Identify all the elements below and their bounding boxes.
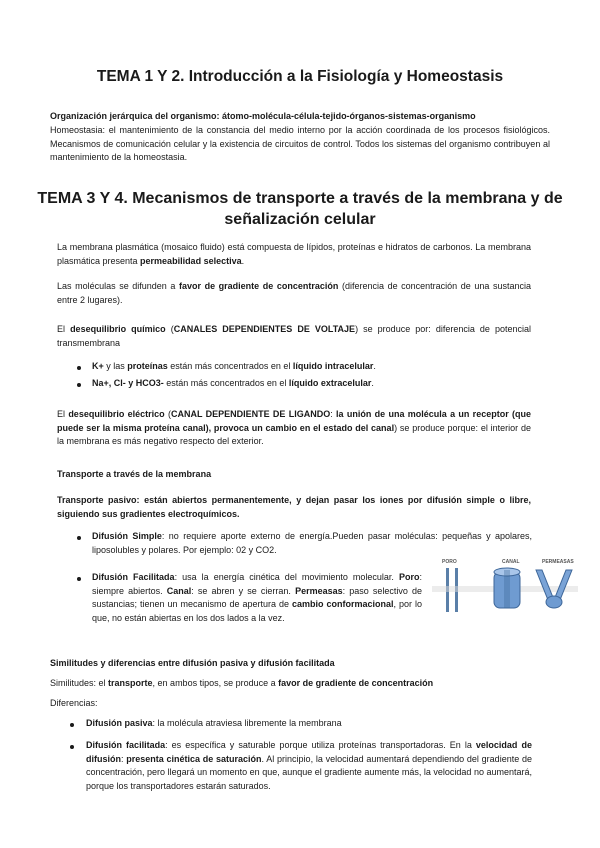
diagram-label-permeasas: PERMEASAS	[542, 559, 574, 565]
de-bold2: CANAL DEPENDIENTE DE LIGANDO	[170, 409, 331, 419]
homeostasia-paragraph: Homeostasia: el mantenimiento de la constancia del medio interno por la acción coordinada de los procesos fisiológicos. Mecanismos de comunicación celular y la existencia de circuitos de control. Todos los sistemas del organismo contribuyen al mantenimiento de la homeostasia.	[50, 125, 550, 162]
moleculas-paragraph	[57, 280, 531, 307]
ds-text: : no requiere aporte externo de energía.Pueden pasar moléculas: pequeñas y apolares, liposolubles y polares. Por ejemplo: 02 y CO2.	[92, 531, 532, 555]
tema-3-4-title-line2: señalización celular	[224, 211, 376, 228]
df-bold1: Difusión Facilitada	[92, 572, 175, 582]
ion-t3: .	[373, 361, 376, 371]
diff-pasiva-item	[86, 717, 532, 731]
channel-icon	[494, 568, 520, 608]
sim-text: Similitudes: el	[50, 678, 109, 688]
dq-mid: (	[165, 324, 174, 334]
tema-3-4-title	[20, 188, 580, 230]
ion-t2: .	[371, 378, 374, 388]
dfac-bold3: presenta cinética de saturación	[126, 753, 262, 764]
dfac-t1: : es específica y saturable porque utiliza proteínas transportadoras. En la	[165, 740, 476, 750]
bullet-dot	[70, 745, 74, 749]
permeabilidad-bold: permeabilidad selectiva	[140, 255, 242, 266]
bullet-dot	[70, 723, 74, 727]
transporte-pasivo-paragraph: Transporte pasivo: están abiertos permanentemente, y dejan pasar los iones por difusión simple o libre, siguiendo sus gradientes electroquímicos.	[57, 495, 531, 519]
ion-t1: y las	[103, 361, 128, 371]
de-mid: (	[164, 409, 171, 419]
de-bold1: desequilibrio eléctrico	[68, 409, 165, 419]
membrana-paragraph	[57, 241, 531, 268]
sim-bold2: favor de gradiente de concentración	[278, 678, 434, 688]
df-t2: : siempre abiertos.	[92, 572, 423, 596]
ds-bold: Difusión Simple	[92, 531, 162, 541]
tema-1-2-title: TEMA 1 Y 2. Introducción a la Fisiología y Homeostasis	[96, 68, 504, 85]
difusion-facilitada-item	[92, 571, 422, 625]
ion-bullet-2	[92, 377, 532, 391]
ion-b1: Na+, Cl- y HCO3-	[92, 378, 164, 388]
dp-bold: Difusión pasiva	[86, 718, 153, 728]
dfac-bold1: Difusión facilitada	[86, 740, 166, 750]
df-bold5: cambio conformacional	[292, 599, 394, 609]
moleculas-end: (diferencia de concentración de una sustancia entre 2 lugares).	[57, 281, 531, 305]
df-t4: : paso selectivo de sustancias; tienen un mecanismo de apertura de	[92, 585, 423, 609]
dq-end: ) se produce por: diferencia de potencial transmembrana	[57, 324, 531, 348]
dq-bold1: desequilibrio químico	[70, 324, 166, 334]
sim-bold1: transporte	[108, 678, 153, 688]
gradiente-bold: favor de gradiente de concentración	[179, 281, 339, 291]
de-end: ) se produce porque: el interior de la membrana es más negativo respecto del exterior.	[57, 422, 531, 446]
sim-mid: , en ambos tipos, se produce a	[152, 678, 279, 688]
ion-t1: están más concentrados en el	[163, 378, 289, 388]
de-mid2: :	[330, 409, 337, 419]
difusion-simple-item	[92, 530, 532, 557]
diagram-label-canal: CANAL	[502, 559, 520, 565]
dfac-t2: :	[121, 753, 127, 764]
organizacion-line: Organización jerárquica del organismo: átomo-molécula-célula-tejido-órganos-sistemas-organismo	[50, 111, 476, 121]
ion-b2: líquido extracelular	[288, 378, 372, 388]
dq-bold2: CANALES DEPENDIENTES DE VOLTAJE	[173, 324, 356, 334]
dp-text: : la molécula atraviesa libremente la membrana	[152, 718, 342, 728]
membrane-transport-diagram	[432, 556, 578, 616]
membrana-end: .	[241, 255, 245, 266]
ion-b1: K+	[92, 361, 104, 371]
df-bold3: Canal	[166, 585, 192, 596]
bullet-dot	[77, 383, 81, 387]
ion-b3: líquido intracelular	[292, 361, 374, 371]
ion-t2: están más concentrados en el	[167, 361, 293, 371]
dq-text: El	[57, 324, 71, 334]
df-bold4: Permeasas	[295, 585, 343, 596]
df-t1: : usa la energía cinética del movimiento molecular.	[174, 572, 399, 582]
de-bold3: la unión de una molécula a un receptor (que puede ser la misma proteína canal), provoca un cambio en el estado del canal	[57, 409, 532, 433]
bullet-dot	[77, 577, 81, 581]
similitudes-paragraph	[50, 677, 550, 691]
desequilibrio-quimico-paragraph	[57, 323, 531, 350]
dfac-bold2: velocidad de difusión	[86, 740, 532, 764]
dfac-t3: . Al principio, la velocidad aumentará dependiendo del gradiente de concentración, pero llegará un momento en que, aunque el gradiente aumente más, la velocidad no aumentará, porque los transportadores estarán saturados.	[86, 753, 532, 791]
diferencias-label: Diferencias:	[50, 698, 98, 708]
moleculas-text: Las moléculas se difunden a	[57, 281, 179, 291]
transporte-heading: Transporte a través de la membrana	[57, 469, 212, 479]
df-t5: , por lo que, no están abiertas en los dos lados a la vez.	[92, 599, 422, 623]
tema-3-4-title-line1: TEMA 3 Y 4. Mecanismos de transporte a través de la membrana y de	[37, 190, 563, 207]
df-bold2: Poro	[398, 572, 420, 582]
membrana-text: La membrana plasmática (mosaico fluido) está compuesta de lípidos, proteínas e hidratos de carbonos. La membrana plasmática presenta	[57, 242, 531, 266]
similitudes-heading: Similitudes y diferencias entre difusión pasiva y difusión facilitada	[50, 658, 335, 668]
bullet-dot	[77, 366, 81, 370]
ion-b2: proteínas	[127, 361, 168, 371]
diff-facilitada-item	[86, 739, 532, 793]
desequilibrio-electrico-paragraph	[57, 408, 531, 449]
df-t3: : se abren y se cierran.	[191, 585, 296, 596]
ion-bullet-1	[92, 360, 532, 374]
de-text: El	[57, 409, 69, 419]
diagram-label-poro: PORO	[442, 559, 457, 565]
bullet-dot	[77, 536, 81, 540]
